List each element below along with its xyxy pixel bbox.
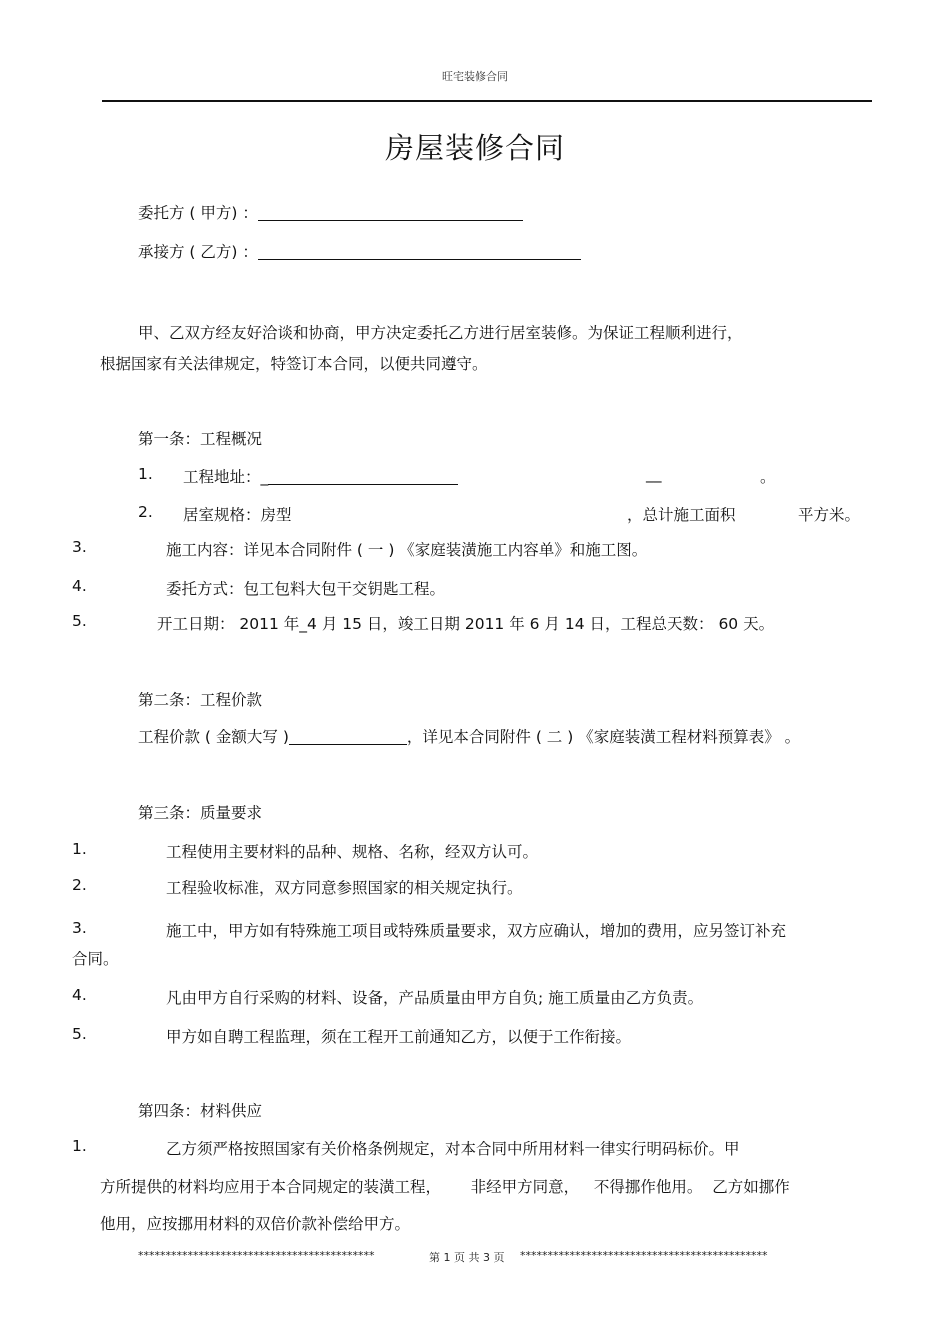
a2-price-line (138, 725, 800, 747)
footer-page-number: 第 1 页 共 3 页 (429, 1251, 505, 1264)
a3-item-2-text: 工程验收标准，双方同意参照国家的相关规定执行。 (166, 879, 523, 897)
footer-stars-right: ********************************************* (520, 1249, 768, 1262)
a3-item-5-num: 5. (72, 1025, 87, 1043)
a3-item-3-text: 施工中，甲方如有特殊施工项目或特殊质量要求，双方应确认，增加的费用，应另签订补充 (166, 922, 787, 940)
a1-item-1-text: 工程地址：_ (183, 468, 269, 486)
party-a-label: 委托方 ( 甲方) ： (138, 204, 258, 222)
a3-item-4-text: 凡由甲方自行采购的材料、设备，产品质量由甲方自负; 施工质量由乙方负责。 (166, 989, 704, 1007)
a2-price-post: ，详见本合同附件 ( 二 ) 《家庭装潢工程材料预算表》 。 (406, 728, 801, 746)
a1-item-5-num: 5. (72, 612, 87, 630)
a4-item-1-line-3: 他用，应按挪用材料的双倍价款补偿给甲方。 (100, 1215, 411, 1233)
a1-item-1 (183, 465, 458, 487)
article-2-heading: 第二条：工程价款 (138, 691, 263, 709)
a1-item-1-num: 1. (138, 465, 153, 483)
a1-item-5-text: 开工日期： 2011 年_4 月 15 日，竣工日期 2011 年 6 月 14 日，工程总天数： 60 天。 (157, 615, 775, 633)
a4-item-1-line-2: 方所提供的材料均应用于本合同规定的装潢工程， 非经甲方同意， 不得挪作他用。 乙方如挪作 (100, 1178, 790, 1196)
a1-item-2-text: 居室规格：房型 (183, 506, 292, 524)
party-b-blank (258, 242, 581, 260)
a4-item-1-line-1: 乙方须严格按照国家有关价格条例规定，对本合同中所用材料一律实行明码标价。甲 (166, 1140, 740, 1158)
a1-item-1-end: 。 (760, 468, 776, 486)
article-1-heading: 第一条：工程概况 (138, 430, 263, 448)
a4-item-1-num: 1. (72, 1137, 87, 1155)
a1-item-2-unit: 平方米。 (798, 506, 861, 524)
running-header: 旺宅装修合同 (442, 70, 508, 83)
a1-item-2-area: ，总计施工面积 (627, 506, 736, 524)
a3-item-2-num: 2. (72, 876, 87, 894)
party-b-line (138, 240, 581, 262)
a3-item-5-text: 甲方如自聘工程监理，须在工程开工前通知乙方，以便于工作衔接。 (166, 1028, 632, 1046)
a3-item-3-num: 3. (72, 919, 87, 937)
article-3-heading: 第三条：质量要求 (138, 804, 263, 822)
article-4-heading: 第四条：材料供应 (138, 1102, 263, 1120)
intro-line-2: 根据国家有关法律规定，特签订本合同，以便共同遵守。 (100, 355, 488, 373)
price-blank (289, 727, 407, 745)
a1-item-3-text: 施工内容：详见本合同附件 ( 一 ) 《家庭装潢施工内容单》和施工图。 (166, 541, 648, 559)
a1-item-3-num: 3. (72, 538, 87, 556)
a3-item-4-num: 4. (72, 986, 87, 1004)
party-b-label: 承接方 ( 乙方) ： (138, 243, 258, 261)
a1-item-1-dash: __ (646, 465, 662, 483)
document-title: 房屋装修合同 (384, 131, 565, 165)
a3-item-3-cont: 合同。 (72, 950, 119, 968)
header-rule (102, 100, 872, 102)
party-a-blank (258, 203, 523, 221)
footer-stars-left: ******************************************* (138, 1249, 375, 1262)
address-blank (268, 467, 458, 485)
a1-item-4-text: 委托方式：包工包料大包干交钥匙工程。 (166, 580, 446, 598)
intro-line-1: 甲、乙双方经友好洽谈和协商，甲方决定委托乙方进行居室装修。为保证工程顺利进行， (138, 324, 743, 342)
a3-item-1-num: 1. (72, 840, 87, 858)
a3-item-1-text: 工程使用主要材料的品种、规格、名称，经双方认可。 (166, 843, 539, 861)
a1-item-2-num: 2. (138, 503, 153, 521)
a1-item-4-num: 4. (72, 577, 87, 595)
a2-price-label: 工程价款 ( 金额大写 ) (138, 728, 289, 746)
party-a-line (138, 201, 523, 223)
